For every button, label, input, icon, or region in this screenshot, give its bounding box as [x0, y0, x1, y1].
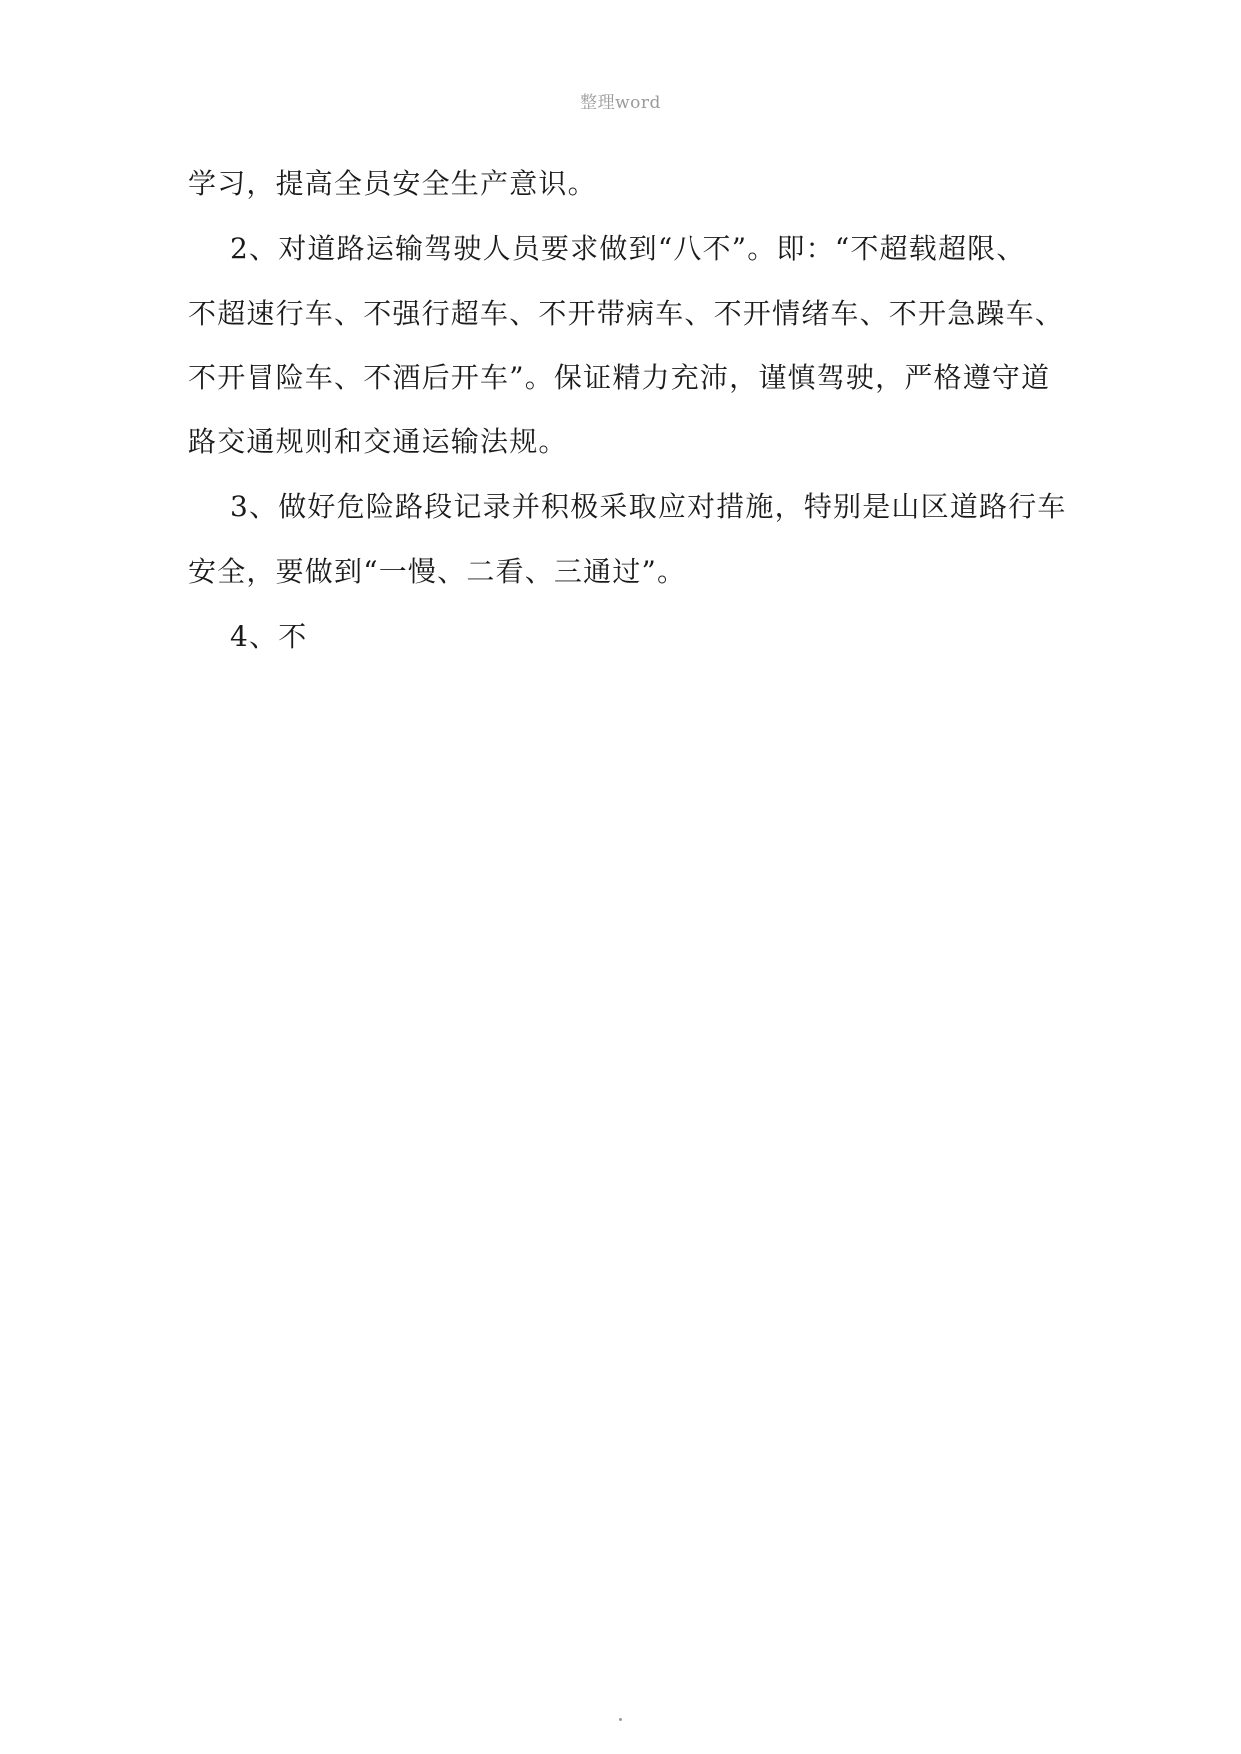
paragraph-2-line-2: 不超速行车、不强行超车、不开带病车、不开情绪车、不开急躁车、 — [188, 297, 1065, 330]
paragraph-2-line-1: 2、对道路运输驾驶人员要求做到“八不”。即：“不超载超限、 — [230, 232, 1026, 265]
paragraph-3-line-2: 安全，要做到“一慢、二看、三通过”。 — [188, 555, 687, 588]
page-header: 整理word — [580, 93, 661, 113]
paragraph-2-line-4: 路交通规则和交通运输法规。 — [188, 425, 568, 458]
page-footer-dot — [619, 1718, 622, 1721]
paragraph-3-line-1: 3、做好危险路段记录并积极采取应对措施，特别是山区道路行车 — [230, 490, 1067, 523]
paragraph-1-line-1: 学习，提高全员安全生产意识。 — [188, 167, 597, 200]
paragraph-4-line-1: 4、不 — [230, 620, 308, 653]
paragraph-2-line-3: 不开冒险车、不酒后开车”。保证精力充沛，谨慎驾驶，严格遵守道 — [188, 361, 1051, 394]
